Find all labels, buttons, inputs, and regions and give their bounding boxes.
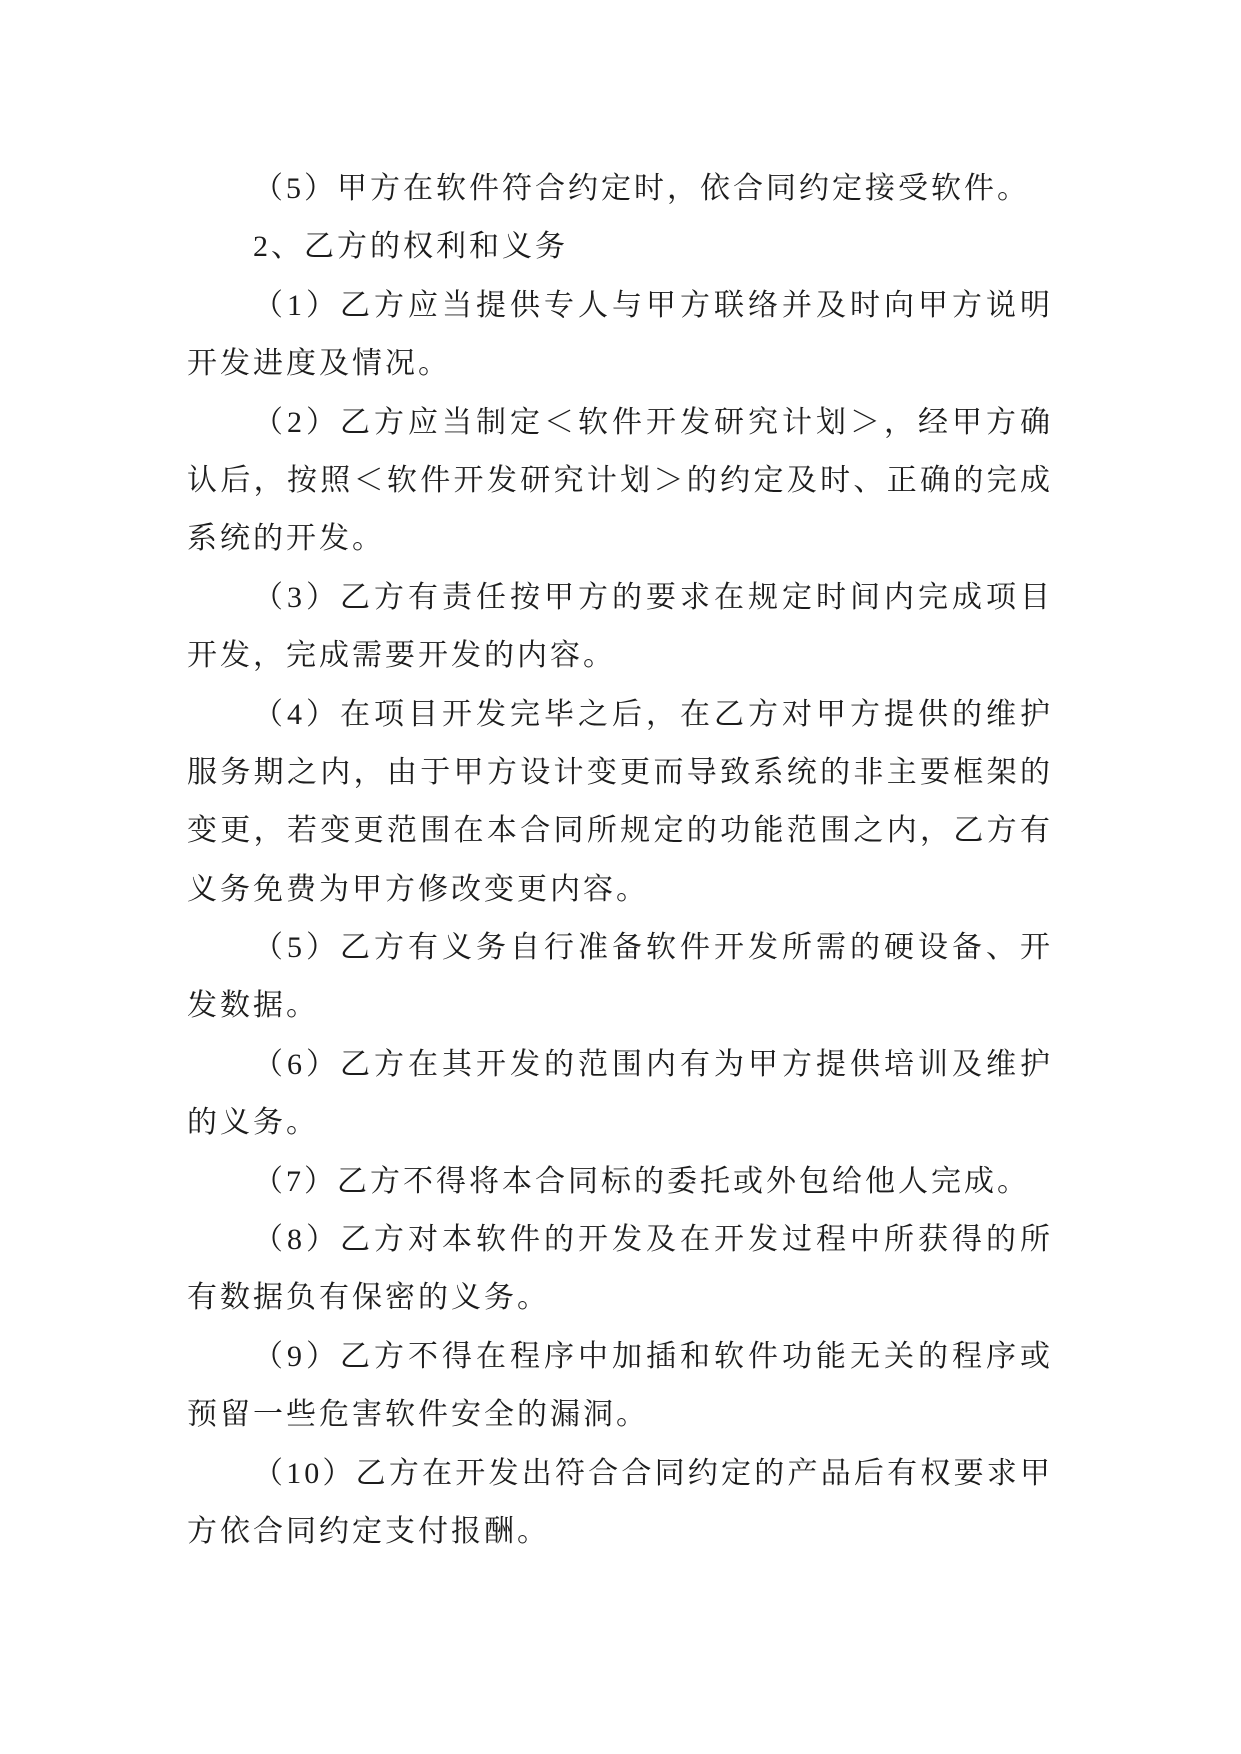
paragraph-line: （3）乙方有责任按甲方的要求在规定时间内完成项目 [253, 580, 1053, 614]
paragraph-line: 认后，按照＜软件开发研究计划＞的约定及时、正确的完成 [187, 463, 1053, 497]
paragraph-party-b-item-1 [187, 277, 1053, 394]
paragraph-line: （5）乙方有义务自行准备软件开发所需的硬设备、开 [253, 931, 1053, 965]
paragraph-party-b-item-5 [187, 919, 1053, 1036]
paragraph-party-b-item-3 [187, 569, 1053, 686]
paragraph-line: 方依合同约定支付报酬。 [187, 1514, 550, 1548]
paragraph-line: （7）乙方不得将本合同标的委托或外包给他人完成。 [253, 1164, 1030, 1198]
paragraph-line: （5）甲方在软件符合约定时，依合同约定接受软件。 [253, 172, 1030, 205]
document-body [187, 160, 1053, 1561]
paragraph-party-b-item-9 [187, 1328, 1053, 1445]
paragraph-line: 义务免费为甲方修改变更内容。 [187, 872, 649, 906]
paragraph-line: 开发，完成需要开发的内容。 [187, 639, 616, 673]
paragraph-line: （8）乙方对本软件的开发及在开发过程中所获得的所 [253, 1223, 1053, 1257]
paragraph-line: （10）乙方在开发出符合合同约定的产品后有权要求甲 [253, 1456, 1053, 1490]
paragraph-line: （2）乙方应当制定＜软件开发研究计划＞，经甲方确 [253, 405, 1053, 439]
paragraph-line: （1）乙方应当提供专人与甲方联络并及时向甲方说明 [253, 288, 1053, 322]
section-heading: 2、乙方的权利和义务 [253, 230, 568, 264]
paragraph-party-b-item-8 [187, 1211, 1053, 1328]
paragraph-party-b-item-7 [187, 1153, 1053, 1211]
paragraph-line: 发数据。 [187, 989, 319, 1023]
paragraph-party-a-item-5 [187, 160, 1053, 218]
paragraph-line: 有数据负有保密的义务。 [187, 1281, 550, 1315]
paragraph-line: 服务期之内，由于甲方设计变更而导致系统的非主要框架的 [187, 755, 1053, 789]
paragraph-line: 开发进度及情况。 [187, 347, 451, 381]
paragraph-line: 系统的开发。 [187, 522, 385, 556]
paragraph-party-b-item-10 [187, 1445, 1053, 1562]
paragraph-party-b-item-4 [187, 686, 1053, 920]
paragraph-line: 变更，若变更范围在本合同所规定的功能范围之内，乙方有 [187, 814, 1053, 848]
paragraph-line: （9）乙方不得在程序中加插和软件功能无关的程序或 [253, 1339, 1053, 1373]
paragraph-party-b-item-6 [187, 1036, 1053, 1153]
paragraph-line: 预留一些危害软件安全的漏洞。 [187, 1398, 649, 1432]
paragraph-party-b-item-2 [187, 394, 1053, 569]
paragraph-line: 的义务。 [187, 1106, 319, 1140]
paragraph-line: （6）乙方在其开发的范围内有为甲方提供培训及维护 [253, 1047, 1053, 1081]
section-heading-party-b-rights [187, 218, 1053, 276]
paragraph-line: （4）在项目开发完毕之后，在乙方对甲方提供的维护 [253, 697, 1053, 731]
